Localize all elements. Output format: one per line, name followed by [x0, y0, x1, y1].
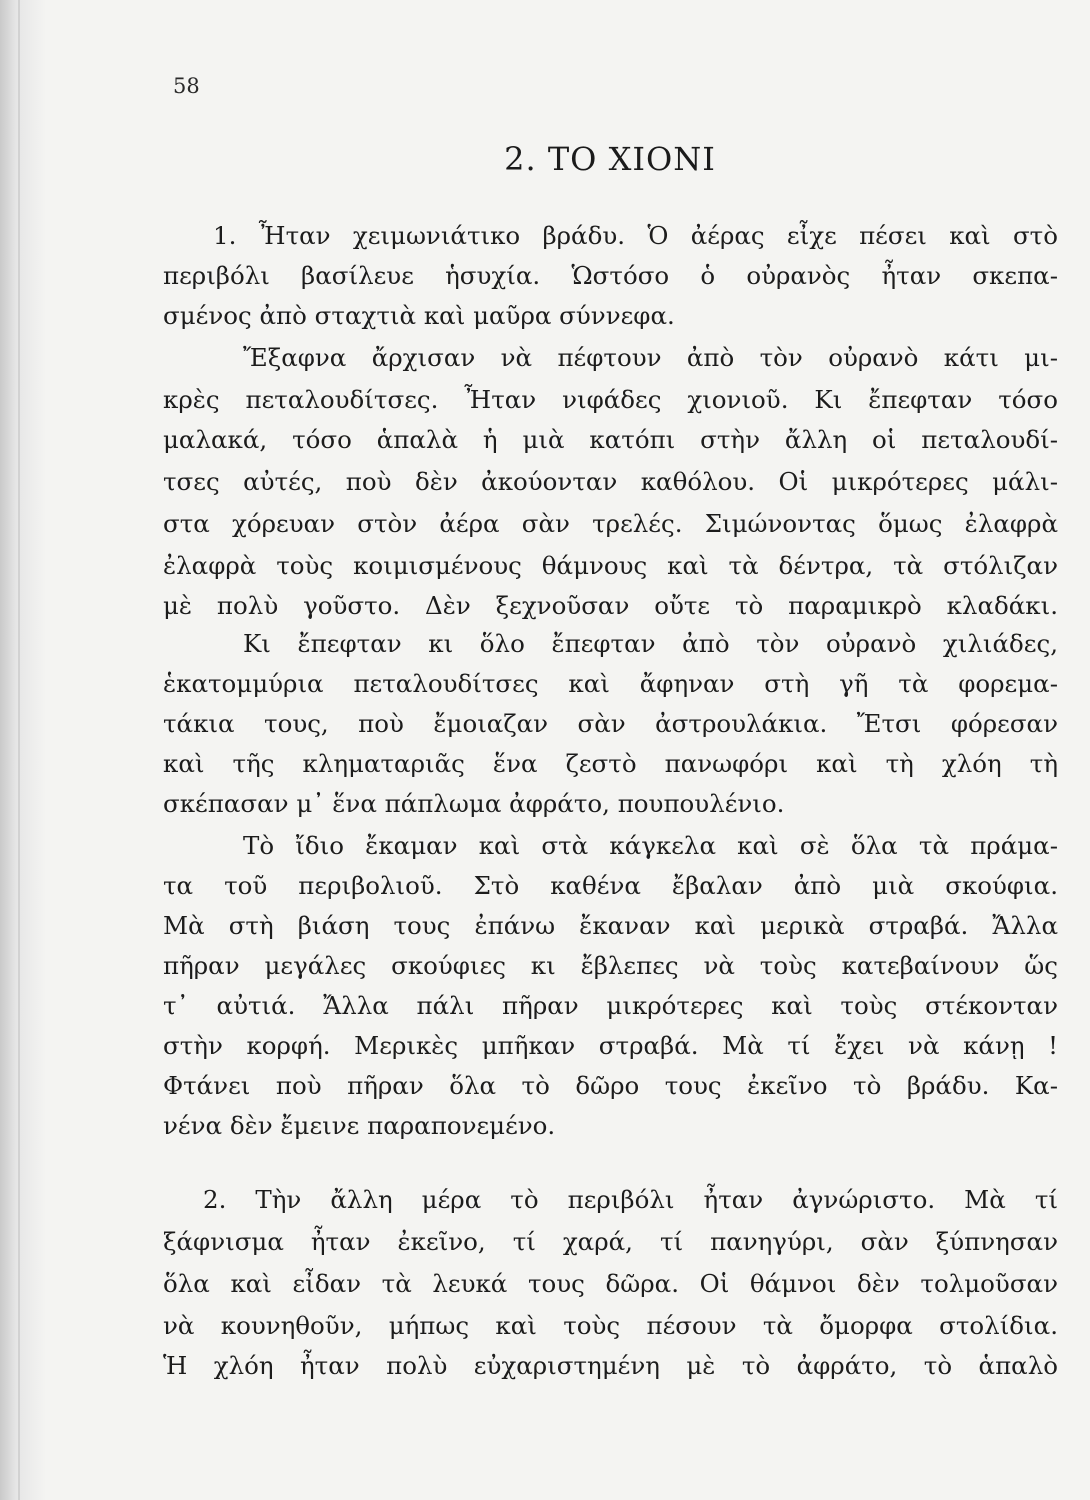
text-line: μαλακά, τόσο ἁπαλὰ ἡ μιὰ κατόπι στὴν ἄλλη οἱ πεταλουδί-: [163, 425, 1058, 454]
text-line: πῆραν μεγάλες σκούφιες κι ἔβλεπες νὰ τοὺς κατεβαίνουν ὥς: [163, 951, 1058, 980]
text-line: στα χόρευαν στὸν ἀέρα σὰν τρελές. Σιμώνοντας ὅμως ἐλαφρὰ: [163, 509, 1058, 538]
text-line: Φτάνει ποὺ πῆραν ὅλα τὸ δῶρο τους ἐκεῖνο τὸ βράδυ. Κα-: [163, 1071, 1058, 1100]
text-line: τσες αὐτές, ποὺ δὲν ἀκούονταν καθόλου. Οἱ μικρότερες μάλι-: [163, 467, 1058, 496]
text-line: ὅλα καὶ εἶδαν τὰ λευκά τους δῶρα. Οἱ θάμνοι δὲν τολμοῦσαν: [163, 1269, 1058, 1298]
binding-edge: [18, 0, 20, 1500]
text-line: Κι ἔπεφταν κι ὅλο ἔπεφταν ἀπὸ τὸν οὐρανὸ χιλιάδες,: [243, 629, 1058, 658]
text-line: τάκια τους, ποὺ ἔμοιαζαν σὰν ἀστρουλάκια. Ἔτσι φόρεσαν: [163, 709, 1058, 738]
text-line: καὶ τῆς κληματαριᾶς ἕνα ζεστὸ πανωφόρι καὶ τὴ χλόη τὴ: [163, 749, 1058, 778]
text-line: ἑκατομμύρια πεταλουδίτσες καὶ ἄφηναν στὴ γῆ τὰ φορεμα-: [163, 669, 1058, 698]
text-line: σμένος ἀπὸ σταχτιὰ καὶ μαῦρα σύννεφα.: [163, 301, 675, 330]
page-number: 58: [173, 74, 200, 98]
text-line: στὴν κορφή. Μερικὲς μπῆκαν στραβά. Μὰ τί ἔχει νὰ κάνῃ !: [163, 1031, 1058, 1060]
text-line: ξάφνισμα ἦταν ἐκεῖνο, τί χαρά, τί πανηγύρι, σὰν ξύπνησαν: [163, 1227, 1058, 1256]
text-line: νὰ κουνηθοῦν, μήπως καὶ τοὺς πέσουν τὰ ὄμορφα στολίδια.: [163, 1311, 1058, 1340]
text-line: τ᾿ αὐτιά. Ἄλλα πάλι πῆραν μικρότερες καὶ τοὺς στέκονταν: [163, 991, 1058, 1020]
text-line: τα τοῦ περιβολιοῦ. Στὸ καθένα ἔβαλαν ἀπὸ μιὰ σκούφια.: [163, 871, 1058, 900]
text-line: περιβόλι βασίλευε ἡσυχία. Ὡστόσο ὁ οὐρανὸς ἦταν σκεπα-: [163, 261, 1058, 290]
text-line: Ἔξαφνα ἄρχισαν νὰ πέφτουν ἀπὸ τὸν οὐρανὸ κάτι μι-: [243, 343, 1058, 372]
text-line: ἐλαφρὰ τοὺς κοιμισμένους θάμνους καὶ τὰ δέντρα, τὰ στόλιζαν: [163, 551, 1058, 580]
text-line: κρὲς πεταλουδίτσες. Ἦταν νιφάδες χιονιοῦ. Κι ἔπεφταν τόσο: [163, 385, 1058, 414]
binding-shadow: [0, 0, 46, 1500]
text-line: Μὰ στὴ βιάση τους ἐπάνω ἔκαναν καὶ μερικὰ στραβά. Ἄλλα: [163, 911, 1058, 940]
text-line: Τὸ ἴδιο ἔκαμαν καὶ στὰ κάγκελα καὶ σὲ ὅλα τὰ πράμα-: [243, 831, 1058, 860]
chapter-title: 2. ΤΟ ΧΙΟΝΙ: [504, 140, 716, 178]
text-line: νένα δὲν ἔμεινε παραπονεμένο.: [163, 1111, 556, 1140]
text-line: μὲ πολὺ γοῦστο. Δὲν ξεχνοῦσαν οὔτε τὸ παραμικρὸ κλαδάκι.: [163, 591, 1058, 620]
text-line: 2. Τὴν ἄλλη μέρα τὸ περιβόλι ἦταν ἀγνώριστο. Μὰ τί: [203, 1185, 1058, 1214]
text-line: Ἡ χλόη ἦταν πολὺ εὐχαριστημένη μὲ τὸ ἀφράτο, τὸ ἁπαλὸ: [163, 1351, 1058, 1380]
text-line: σκέπασαν μ᾿ ἕνα πάπλωμα ἀφράτο, πουπουλένιο.: [163, 789, 785, 818]
text-line: 1. Ἦταν χειμωνιάτικο βράδυ. Ὁ ἀέρας εἶχε πέσει καὶ στὸ: [213, 221, 1058, 250]
